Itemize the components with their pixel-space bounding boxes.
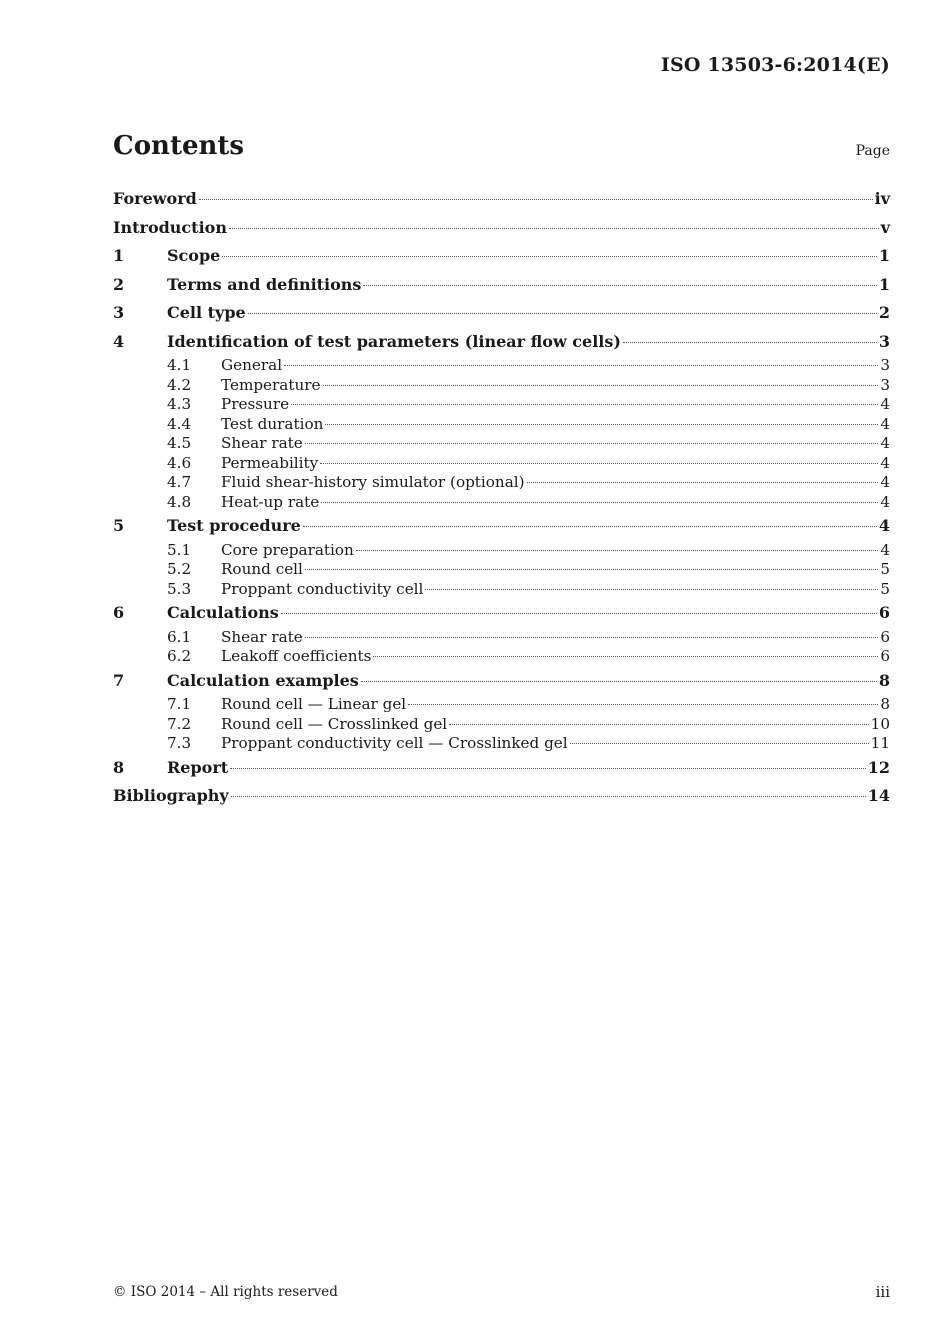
toc-entry[interactable] (113, 271, 890, 300)
dot-leader (222, 256, 877, 257)
dot-leader (449, 724, 869, 725)
toc-entry-label: Scope (167, 246, 221, 265)
toc-entry[interactable] (113, 599, 890, 628)
toc-entry-number: 6.2 (167, 647, 192, 665)
toc-entry-page: 3 (878, 331, 890, 351)
dot-leader (373, 656, 878, 657)
toc-entry-page: 3 (880, 375, 890, 394)
dot-leader (281, 613, 877, 614)
toc-subentry[interactable] (113, 415, 890, 435)
dot-leader (408, 704, 878, 705)
toc-entry-number: 4.8 (167, 492, 192, 511)
toc-entry-page: 6 (878, 603, 890, 622)
toc-entry-page: 6 (880, 647, 890, 665)
toc-entry-page: 8 (878, 670, 890, 690)
toc-subentry[interactable] (113, 628, 890, 648)
toc-entry-page: 8 (880, 695, 890, 713)
contents-title: Contents (113, 131, 245, 161)
toc-entry-number: 4.5 (167, 434, 192, 452)
toc-subentry[interactable] (113, 580, 890, 600)
dot-leader (323, 385, 879, 386)
toc-entry-page: 4 (880, 473, 890, 491)
toc-entry-number: 1 (113, 246, 125, 265)
toc-entry-page: v (880, 217, 890, 237)
dot-leader (623, 342, 877, 343)
toc-entry-number: 4.2 (167, 375, 192, 394)
toc-entry-number: 7.2 (167, 714, 192, 733)
toc-entry-label: Proppant conductivity cell — Crosslinked gel (221, 734, 568, 752)
toc-entry-label: Core preparation (221, 540, 354, 559)
toc-subentry[interactable] (113, 647, 890, 667)
copyright-notice: © ISO 2014 – All rights reserved (113, 1284, 338, 1300)
toc-subentry[interactable] (113, 356, 890, 376)
toc-entry-label: Leakoff coefficients (221, 647, 372, 665)
toc-entry-page: 6 (880, 627, 890, 646)
toc-entry[interactable] (113, 328, 890, 357)
dot-leader (321, 502, 878, 503)
toc-entry-number: 2 (113, 274, 125, 294)
toc-entry-label: Round cell — Linear gel (221, 695, 407, 713)
toc-entry-label: Introduction (113, 217, 227, 237)
toc-entry-number: 3 (113, 303, 125, 322)
toc-entry-number: 7 (113, 670, 125, 690)
toc-entry-label: Foreword (113, 189, 197, 208)
toc-entry-page: iv (874, 189, 890, 208)
toc-subentry[interactable] (113, 454, 890, 474)
toc-entry-page: 4 (880, 540, 890, 559)
toc-entry-label: Calculations (167, 603, 279, 622)
toc-entry-page: 4 (880, 453, 890, 472)
toc-entry-number: 5.2 (167, 560, 192, 578)
toc-entry-number: 5 (113, 516, 125, 535)
toc-entry-number: 5.3 (167, 579, 192, 598)
toc-entry-page: 2 (878, 303, 890, 322)
toc-entry-label: Shear rate (221, 627, 303, 646)
dot-leader (284, 365, 878, 366)
toc-entry-label: Bibliography (113, 786, 229, 805)
dot-leader (231, 796, 866, 797)
toc-entry-label: Report (167, 757, 229, 777)
toc-entry-page: 5 (880, 579, 890, 598)
toc-entry[interactable] (113, 667, 890, 696)
toc-entry-label: Round cell (221, 560, 303, 578)
toc-subentry[interactable] (113, 560, 890, 580)
document-id: ISO 13503-6:2014(E) (660, 54, 890, 76)
toc-entry-page: 4 (880, 395, 890, 413)
toc-entry-label: Round cell — Crosslinked gel (221, 714, 448, 733)
toc-entry[interactable] (113, 754, 890, 783)
toc-entry-number: 4.3 (167, 395, 192, 413)
toc-entry-label: Proppant conductivity cell (221, 579, 424, 598)
dot-leader (305, 443, 879, 444)
toc-entry-page: 4 (878, 516, 890, 535)
toc-entry-number: 6 (113, 603, 125, 622)
toc-entry-label: Permeability (221, 453, 319, 472)
toc-entry-label: Calculation examples (167, 670, 359, 690)
dot-leader (527, 482, 879, 483)
page-column-label: Page (855, 143, 890, 159)
toc-entry-page: 10 (870, 714, 890, 733)
toc-entry-label: Test procedure (167, 516, 301, 535)
toc-entry-page: 1 (878, 274, 890, 294)
toc-entry-page: 4 (880, 414, 890, 433)
toc-subentry[interactable] (113, 395, 890, 415)
toc-entry-number: 5.1 (167, 540, 192, 559)
toc-subentry[interactable] (113, 541, 890, 561)
dot-leader (325, 424, 878, 425)
dot-leader (291, 404, 878, 405)
dot-leader (305, 569, 878, 570)
dot-leader (230, 768, 866, 769)
toc-entry[interactable] (113, 512, 890, 541)
toc-entry-number: 4.4 (167, 414, 192, 433)
dot-leader (305, 637, 879, 638)
toc-entry-label: Test duration (221, 414, 324, 433)
toc-subentry[interactable] (113, 376, 890, 396)
dot-leader (425, 589, 878, 590)
toc-entry-label: Identification of test parameters (linear flow cells) (167, 331, 621, 351)
dot-leader (363, 285, 876, 286)
page-footer (113, 1284, 890, 1304)
toc-entry-page: 11 (870, 734, 890, 752)
toc-entry-page: 4 (880, 492, 890, 511)
toc-entry-page: 4 (880, 434, 890, 452)
dot-leader (361, 681, 877, 682)
contents-heading (113, 131, 890, 165)
dot-leader (303, 526, 877, 527)
toc-entry[interactable] (113, 299, 890, 328)
dot-leader (570, 743, 869, 744)
toc-subentry[interactable] (113, 734, 890, 754)
toc-entry-number: 4 (113, 331, 125, 351)
toc-entry-page: 3 (880, 356, 890, 374)
toc-entry-label: Terms and definitions (167, 274, 362, 294)
toc-entry-number: 7.1 (167, 695, 192, 713)
toc-entry-number: 4.6 (167, 453, 192, 472)
toc-entry-label: Temperature (221, 375, 321, 394)
toc-entry-number: 4.7 (167, 473, 192, 491)
toc-entry[interactable] (113, 185, 890, 214)
toc-subentry[interactable] (113, 493, 890, 513)
toc-entry-label: Pressure (221, 395, 290, 413)
toc-entry-label: General (221, 356, 283, 374)
toc-entry[interactable] (113, 214, 890, 243)
dot-leader (248, 313, 877, 314)
dot-leader (199, 199, 873, 200)
toc-entry-page: 12 (867, 757, 890, 777)
toc-entry-label: Shear rate (221, 434, 303, 452)
table-of-contents (113, 185, 890, 811)
toc-entry[interactable] (113, 242, 890, 271)
toc-entry-number: 4.1 (167, 356, 192, 374)
toc-subentry[interactable] (113, 434, 890, 454)
toc-entry-number: 8 (113, 757, 125, 777)
footer-page-number: iii (875, 1283, 890, 1301)
toc-entry[interactable] (113, 782, 890, 811)
toc-entry-number: 7.3 (167, 734, 192, 752)
toc-entry-page: 1 (878, 246, 890, 265)
dot-leader (356, 550, 879, 551)
toc-entry-page: 5 (880, 560, 890, 578)
dot-leader (320, 463, 878, 464)
toc-subentry[interactable] (113, 715, 890, 735)
toc-subentry[interactable] (113, 695, 890, 715)
toc-entry-label: Cell type (167, 303, 246, 322)
toc-entry-label: Heat-up rate (221, 492, 320, 511)
toc-entry-label: Fluid shear-history simulator (optional) (221, 473, 525, 491)
toc-subentry[interactable] (113, 473, 890, 493)
toc-entry-page: 14 (867, 786, 890, 805)
toc-entry-number: 6.1 (167, 627, 192, 646)
dot-leader (229, 228, 879, 229)
